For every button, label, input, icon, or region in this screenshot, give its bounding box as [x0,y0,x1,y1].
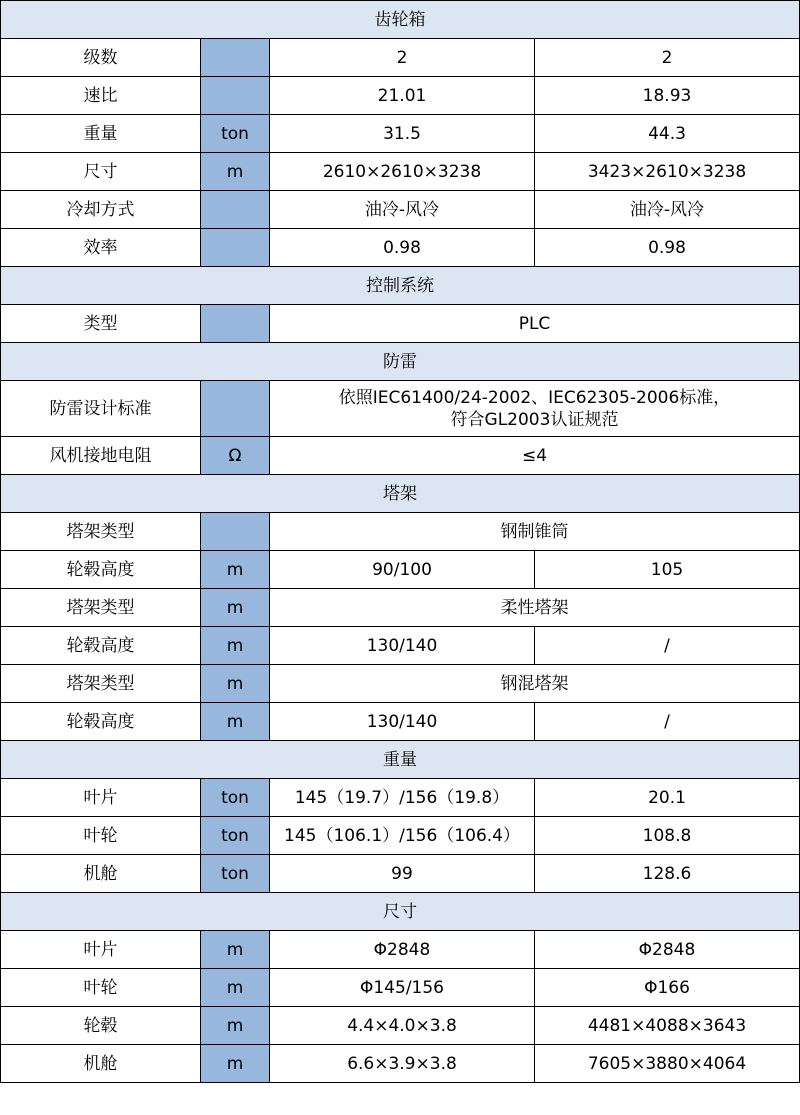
row-label: 叶片 [1,931,201,969]
unit-cell [201,191,270,229]
value-cell-1: 31.5 [270,115,535,153]
table-row [1,1007,800,1045]
unit-cell: Ω [201,437,270,475]
table-row [1,551,800,589]
table-row [1,77,800,115]
value-cell-2: 105 [535,551,800,589]
value-cell-1: 145（106.1）/156（106.4） [270,817,535,855]
table-row [1,855,800,893]
value-cell-1: 130/140 [270,703,535,741]
section-title-tower: 塔架 [1,475,800,513]
unit-cell [201,77,270,115]
section-row-control [1,267,800,305]
value-cell-merged: 钢制锥筒 [270,513,800,551]
table-row [1,305,800,343]
value-cell-merged: ≤4 [270,437,800,475]
unit-cell: m [201,931,270,969]
table-row [1,513,800,551]
row-label: 风机接地电阻 [1,437,201,475]
unit-cell: m [201,589,270,627]
row-label: 效率 [1,229,201,267]
unit-cell: m [201,627,270,665]
row-label: 机舱 [1,855,201,893]
value-cell-2: 2 [535,39,800,77]
value-cell-2: Φ166 [535,969,800,1007]
value-cell-1: 130/140 [270,627,535,665]
section-row-gearbox [1,1,800,39]
standard-line-1: 依照IEC61400/24-2002、IEC62305-2006标准， [338,387,731,408]
value-cell-1: 90/100 [270,551,535,589]
row-label: 轮毂高度 [1,627,201,665]
unit-cell: m [201,153,270,191]
unit-cell: m [201,551,270,589]
standard-line-2: 符合GL2003认证规范 [450,409,619,430]
row-label: 冷却方式 [1,191,201,229]
value-cell-1: 2 [270,39,535,77]
row-label: 类型 [1,305,201,343]
unit-cell [201,305,270,343]
value-cell-merged [270,381,800,437]
section-title-control: 控制系统 [1,267,800,305]
value-cell-1: 145（19.7）/156（19.8） [270,779,535,817]
section-title-gearbox: 齿轮箱 [1,1,800,39]
value-cell-2: 油冷-风冷 [535,191,800,229]
table-row [1,229,800,267]
unit-cell: m [201,703,270,741]
row-label: 塔架类型 [1,589,201,627]
row-label: 速比 [1,77,201,115]
value-cell-1: 99 [270,855,535,893]
unit-cell [201,381,270,437]
value-cell-2: 128.6 [535,855,800,893]
table-row [1,153,800,191]
row-label: 防雷设计标准 [1,381,201,437]
unit-cell: m [201,665,270,703]
value-cell-2: 4481×4088×3643 [535,1007,800,1045]
value-cell-1: 4.4×4.0×3.8 [270,1007,535,1045]
value-cell-1: 0.98 [270,229,535,267]
row-label: 重量 [1,115,201,153]
table-row [1,817,800,855]
table-row [1,931,800,969]
unit-cell: ton [201,779,270,817]
table-row [1,1045,800,1083]
row-label: 塔架类型 [1,665,201,703]
value-cell-2: 3423×2610×3238 [535,153,800,191]
section-title-lightning: 防雷 [1,343,800,381]
value-cell-2: 18.93 [535,77,800,115]
row-label: 轮毂高度 [1,703,201,741]
table-row [1,779,800,817]
value-cell-2: / [535,703,800,741]
value-cell-2: 108.8 [535,817,800,855]
unit-cell: ton [201,817,270,855]
section-title-dimension: 尺寸 [1,893,800,931]
value-cell-1: Φ145/156 [270,969,535,1007]
row-label: 叶轮 [1,969,201,1007]
value-cell-merged: 柔性塔架 [270,589,800,627]
unit-cell: m [201,969,270,1007]
unit-cell: m [201,1045,270,1083]
section-row-weight [1,741,800,779]
table-row [1,191,800,229]
table-row [1,665,800,703]
section-title-weight: 重量 [1,741,800,779]
unit-cell [201,513,270,551]
value-cell-2: 20.1 [535,779,800,817]
value-cell-2: 44.3 [535,115,800,153]
table-row [1,437,800,475]
value-cell-merged: PLC [270,305,800,343]
value-cell-1: 油冷-风冷 [270,191,535,229]
value-cell-1: 2610×2610×3238 [270,153,535,191]
unit-cell: ton [201,855,270,893]
row-label: 塔架类型 [1,513,201,551]
unit-cell [201,39,270,77]
table-row [1,39,800,77]
table-row [1,381,800,437]
value-cell-1: 6.6×3.9×3.8 [270,1045,535,1083]
row-label: 轮毂高度 [1,551,201,589]
value-cell-2: 7605×3880×4064 [535,1045,800,1083]
value-cell-1: Φ2848 [270,931,535,969]
row-label: 叶轮 [1,817,201,855]
unit-cell: ton [201,115,270,153]
unit-cell: m [201,1007,270,1045]
row-label: 尺寸 [1,153,201,191]
value-cell-1: 21.01 [270,77,535,115]
table-row [1,703,800,741]
value-cell-2: Φ2848 [535,931,800,969]
value-cell-merged: 钢混塔架 [270,665,800,703]
table-row [1,627,800,665]
row-label: 级数 [1,39,201,77]
section-row-dimension [1,893,800,931]
section-row-lightning [1,343,800,381]
table-row [1,589,800,627]
row-label: 叶片 [1,779,201,817]
table-row [1,969,800,1007]
value-cell-2: 0.98 [535,229,800,267]
value-cell-2: / [535,627,800,665]
row-label: 轮毂 [1,1007,201,1045]
unit-cell [201,229,270,267]
section-row-tower [1,475,800,513]
table-row [1,115,800,153]
row-label: 机舱 [1,1045,201,1083]
